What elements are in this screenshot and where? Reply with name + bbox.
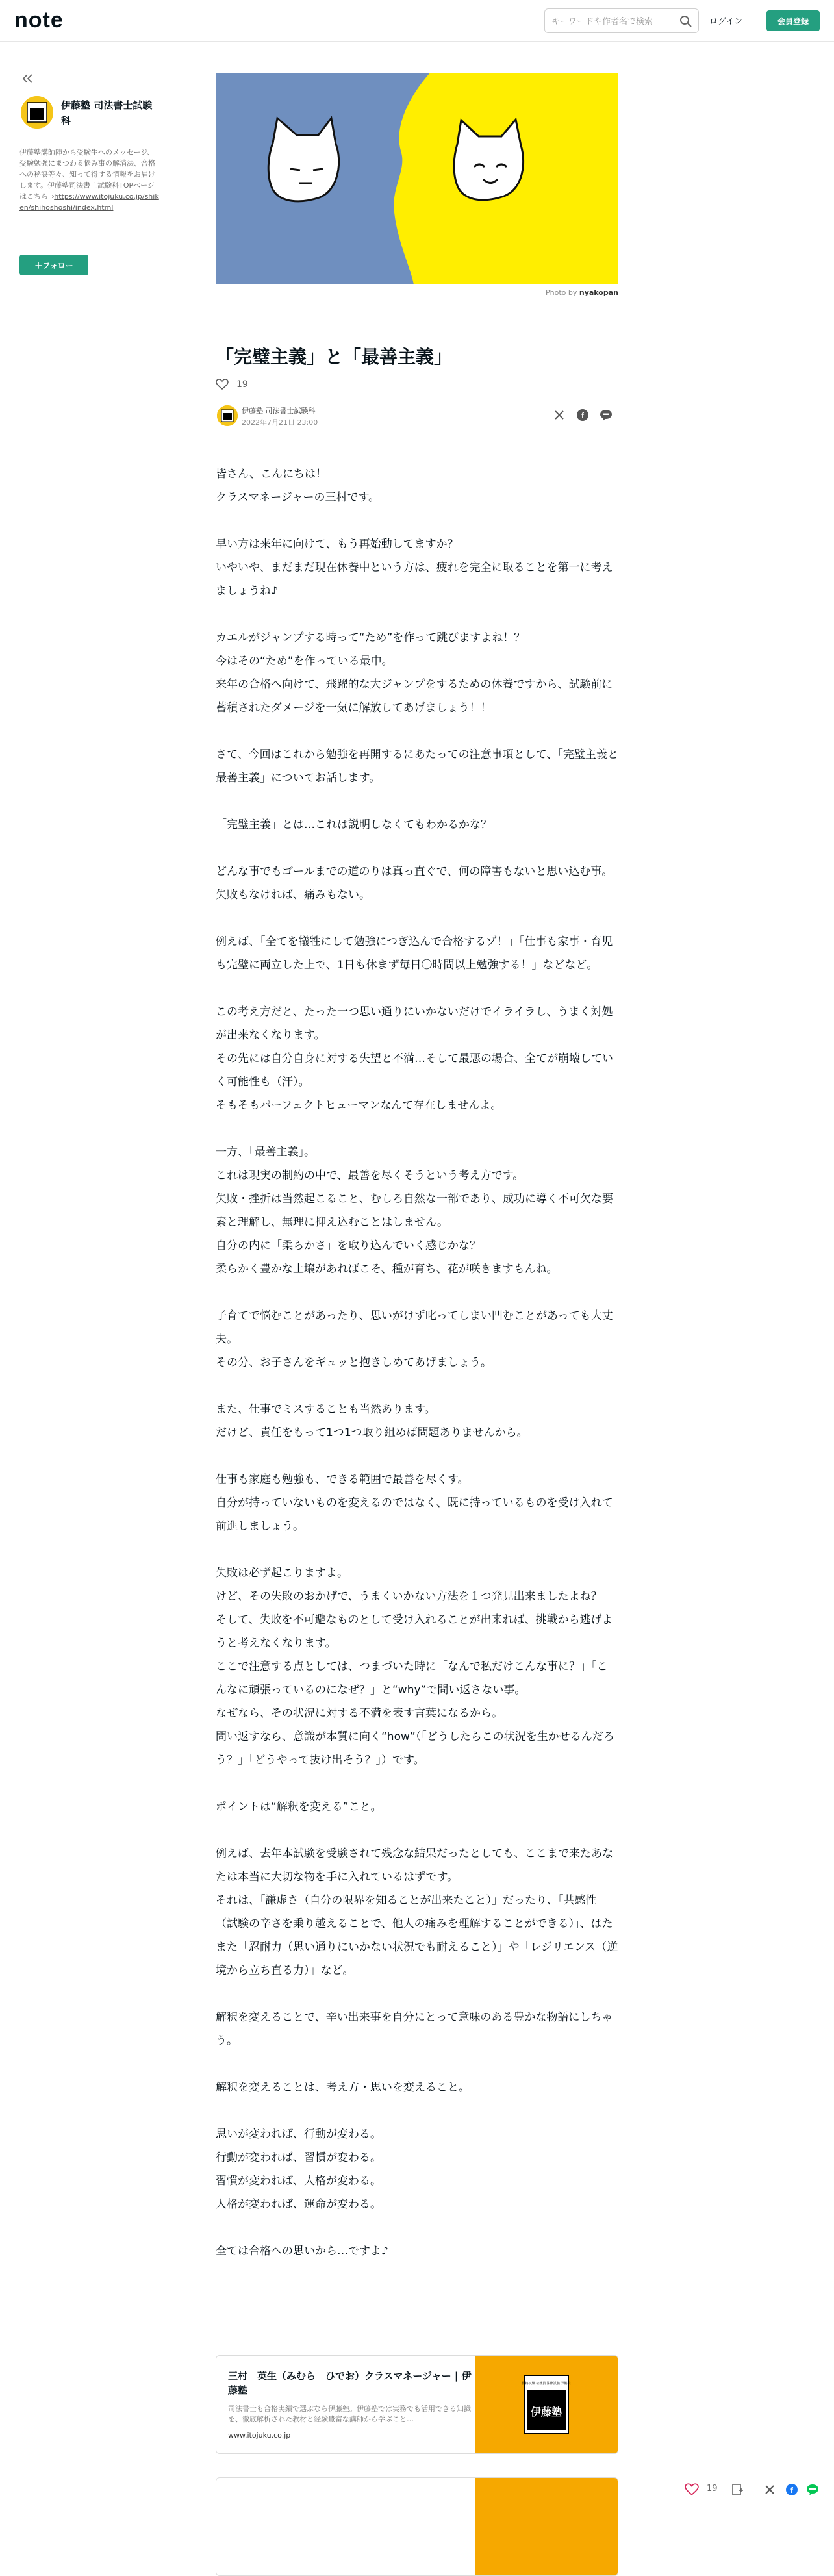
global-header	[0, 0, 834, 42]
article-paragraph: 解釈を変えることは、考え方・思いを変えること。	[216, 2081, 470, 2094]
bottom-like-count[interactable]: 19	[707, 2484, 718, 2494]
article-body	[216, 462, 618, 2263]
embed-card-description: 司法書士も合格実績で選ぶなら伊藤塾。伊藤塾では実務でも活用できる知識を、徹底解析された教材と経験豊富な講師から学ぶこと…	[228, 2405, 471, 2423]
embed-logo-text: 伊藤塾	[530, 2406, 562, 2418]
article-paragraph: この考え方だと、たった一つ思い通りにいかないだけでイライラし、うまく対処が出来なくなります。 その先には自分自身に対する失望と不満…そして最悪の場合、全てが崩壊していく可能性も（汗）。 そもそもパーフェクトヒューマンなんて存在しませんよ。	[216, 1005, 613, 1112]
article-paragraph: 皆さん、こんにちは！ クラスマネージャーの三村です。	[216, 468, 380, 504]
creator-bio	[19, 147, 160, 213]
like-count[interactable]: 19	[236, 379, 248, 390]
collapse-icon	[19, 70, 36, 87]
embed-link-card[interactable]	[216, 2355, 618, 2454]
heart-icon[interactable]	[216, 378, 229, 391]
itojuku-logo-icon	[21, 96, 53, 129]
article-paragraph: また、仕事でミスすることも当然あります。 だけど、責任をもって1つ1つ取り組めば問題ありませんから。	[216, 1403, 528, 1439]
creator-bio-link[interactable]: https://www.itojuku.co.jp/shiken/shihoshoshi/index.html	[19, 192, 159, 212]
embed-card-url: www.itojuku.co.jp	[228, 2431, 291, 2440]
magazine-icon[interactable]	[730, 2482, 744, 2497]
creator-name[interactable]: 伊藤塾 司法書士試験科	[61, 99, 153, 127]
search-input[interactable]	[551, 14, 675, 29]
share-facebook-button[interactable]	[575, 408, 590, 422]
publish-date: 2022年7月21日 23:00	[242, 418, 318, 427]
embed-link-card-2[interactable]	[216, 2477, 618, 2576]
article-paragraph: カエルがジャンプする時って“ため”を作って跳びますよね！？ 今はその“ため”を作っている最中。 来年の合格へ向けて、飛躍的な大ジャンプをするための休養ですから、試験前に蓄積されたダメージを一気に解放してあげましょう！！	[216, 631, 613, 714]
facebook-icon[interactable]	[785, 2482, 799, 2497]
note-logo[interactable]: note	[14, 8, 64, 32]
author-avatar[interactable]	[217, 405, 238, 426]
article-paragraph: 早い方は来年に向けて、もう再始動してますか？ いやいや、まだまだ現在休養中という方は、疲れを完全に取ることを第一に考えましょうね♪	[216, 538, 613, 598]
heart-icon[interactable]	[685, 2482, 699, 2497]
article-paragraph: さて、今回はこれから勉強を再開するにあたっての注意事項として、「完璧主義と最善主義」についてお話します。	[216, 748, 618, 785]
article-paragraph: 一方、「最善主義」。 これは現実の制約の中で、最善を尽くそうという考え方です。 失敗・挫折は当然起こること、むしろ自然な一部であり、成功に導く不可欠な要素と理解し、無理に抑え込むことはしません。 自分の内に「柔らかさ」を取り込んでいく感じかな？ 柔らかく豊かな土壌があればこそ、種が育ち、花が咲きますもんね。	[216, 1146, 613, 1276]
article-paragraph: 「完璧主義」とは…これは説明しなくてもわかるかな？	[216, 818, 492, 831]
creator-bio-text: 伊藤塾講師陣から受験生へのメッセージ、受験勉強にまつわる悩み事の解消法、合格への秘訣等々、知って得する情報をお届けします。伊藤塾司法書士試験科TOPページはこちら⇒	[19, 148, 155, 201]
itojuku-logo-icon	[475, 2356, 618, 2454]
embed-card-text	[228, 2369, 475, 2440]
article-paragraph: ポイントは“解釈を変える”こと。	[216, 1800, 382, 1813]
photo-credit-name[interactable]: nyakopan	[579, 288, 618, 297]
login-link[interactable]: ログイン	[709, 17, 743, 27]
search-icon[interactable]	[679, 14, 693, 29]
photo-credit	[216, 288, 618, 297]
embed-logo-top: 資格試験 公務員 法律試験 予備校	[522, 2382, 571, 2386]
x-icon	[552, 408, 566, 422]
article-paragraph: 思いが変われば、行動が変わる。 行動が変われば、習慣が変わる。 習慣が変われば、人格が変わる。 人格が変われば、運命が変わる。	[216, 2128, 381, 2211]
article-paragraph: 例えば、去年本試験を受験されて残念な結果だったとしても、ここまで来たあなたは本当に大切な物を手に入れているはずです。 それは、「謙虚さ（自分の限界を知ることが出来たこと）」だったり、「共感性（試験の辛さを乗り越えることで、他人の痛みを理解することができる）」、はたまた「忍耐力（思い通りにいかない状況でも耐えること）」や「レジリエンス（逆境から立ち直る力）」など。	[216, 1847, 618, 1977]
embed-card-title: 三村 英生（みむら ひでお）クラスマネージャー | 伊藤塾	[228, 2370, 472, 2396]
article-paragraph: どんな事でもゴールまでの道のりは真っ直ぐで、何の障害もないと思い込む事。 失敗もなければ、痛みもない。	[216, 865, 613, 902]
follow-button[interactable]: ＋フォロー	[19, 255, 88, 275]
x-icon[interactable]	[763, 2482, 777, 2497]
article-paragraph: 例えば、「全てを犠牲にして勉強につぎ込んで合格するゾ！」「仕事も家事・育児も完璧に両立した上で、1日も休まず毎日〇時間以上勉強する！」などなど。	[216, 935, 613, 972]
creator-avatar[interactable]	[21, 96, 53, 129]
embed-card-2-thumbnail	[475, 2478, 618, 2576]
article-paragraph: 失敗は必ず起こりますよ。 けど、その失敗のおかげで、うまくいかない方法を１つ発見出来ましたよね？ そして、失敗を不可避なものとして受け入れることが出来れば、挑戦から逃げようと考えなくなります。 ここで注意する点としては、つまづいた時に「なんで私だけこんな事に？」「こんなに頑張っているのになぜ？」と“why”で問い返さない事。 なぜなら、その状況に対する不満を表す言葉になるから。 問い返すなら、意識が本質に向く“how”（「どうしたらこの状況を生かせるんだろう？」「どうやって抜け出そう？」）です。	[216, 1567, 614, 1767]
article-paragraph: 解釈を変えることで、辛い出来事を自分にとって意味のある豊かな物語にしちゃう。	[216, 2011, 613, 2047]
svg-text:f: f	[790, 2486, 793, 2495]
line-icon[interactable]	[805, 2482, 820, 2497]
itojuku-logo-small-icon	[217, 405, 238, 426]
search-box[interactable]	[544, 8, 699, 33]
author-name[interactable]: 伊藤塾 司法書士試験科	[242, 407, 316, 415]
sticky-action-bar	[676, 2481, 834, 2498]
embed-card-thumbnail	[475, 2356, 618, 2454]
article-paragraph: 全ては合格への思いから…ですよ♪	[216, 2245, 388, 2258]
facebook-icon	[575, 408, 590, 422]
article-paragraph: 仕事も家庭も勉強も、できる範囲で最善を尽くす。 自分が持っていないものを変えるのではなく、既に持っているものを受け入れて前進しましょう。	[216, 1473, 613, 1533]
article-title: 「完璧主義」と「最善主義」	[216, 346, 453, 368]
article-paragraph: 子育てで悩むことがあったり、思いがけず叱ってしまい凹むことがあっても大丈夫。 その分、お子さんをギュッと抱きしめてあげましょう。	[216, 1309, 613, 1369]
share-x-button[interactable]	[552, 408, 566, 422]
sidebar-collapse-button[interactable]	[19, 70, 36, 87]
photo-credit-prefix: Photo by	[545, 288, 579, 297]
signup-button[interactable]: 会員登録	[766, 10, 820, 31]
line-icon	[599, 408, 613, 422]
hero-image	[216, 73, 618, 284]
svg-text:f: f	[581, 411, 584, 420]
share-line-button[interactable]	[599, 408, 613, 422]
